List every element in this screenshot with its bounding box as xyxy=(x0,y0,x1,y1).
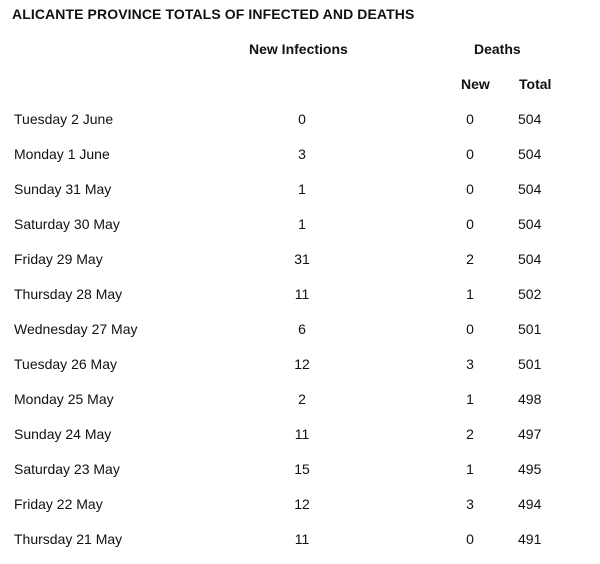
row-total-deaths: 504 xyxy=(518,216,542,232)
table-row xyxy=(0,423,600,458)
row-new-infections: 31 xyxy=(294,251,310,267)
row-new-deaths: 0 xyxy=(466,216,474,232)
row-new-infections: 11 xyxy=(294,286,310,302)
row-day: Tuesday 2 June xyxy=(14,111,114,127)
table-row xyxy=(0,458,600,493)
header-total-deaths: Total xyxy=(519,76,552,92)
row-new-infections: 11 xyxy=(294,531,310,547)
row-day: Tuesday 26 May xyxy=(14,356,117,372)
row-new-deaths: 3 xyxy=(466,496,474,512)
row-day: Saturday 30 May xyxy=(14,216,120,232)
row-new-infections: 1 xyxy=(298,181,306,197)
row-new-infections: 12 xyxy=(294,496,310,512)
table-row xyxy=(0,388,600,423)
row-new-deaths: 0 xyxy=(466,111,474,127)
row-new-infections: 12 xyxy=(294,356,310,372)
row-new-deaths: 1 xyxy=(466,461,474,477)
row-day: Sunday 24 May xyxy=(14,426,112,442)
table-row xyxy=(0,353,600,388)
row-total-deaths: 502 xyxy=(518,286,542,302)
row-total-deaths: 491 xyxy=(518,531,542,547)
row-new-deaths: 3 xyxy=(466,356,474,372)
table-row xyxy=(0,318,600,353)
table-row xyxy=(0,283,600,318)
row-new-infections: 2 xyxy=(298,391,306,407)
table-row xyxy=(0,248,600,283)
table-row xyxy=(0,493,600,528)
row-day: Monday 1 June xyxy=(14,146,110,162)
row-new-infections: 15 xyxy=(294,461,310,477)
row-total-deaths: 495 xyxy=(518,461,542,477)
row-total-deaths: 504 xyxy=(518,146,542,162)
row-new-deaths: 0 xyxy=(466,146,474,162)
row-total-deaths: 498 xyxy=(518,391,542,407)
page-title: ALICANTE PROVINCE TOTALS OF INFECTED AND DEATHS xyxy=(12,6,415,22)
row-new-infections: 3 xyxy=(298,146,306,162)
row-new-infections: 6 xyxy=(298,321,306,337)
table-row xyxy=(0,528,600,563)
row-day: Thursday 28 May xyxy=(14,286,123,302)
row-day: Saturday 23 May xyxy=(14,461,120,477)
row-total-deaths: 504 xyxy=(518,251,542,267)
row-total-deaths: 497 xyxy=(518,426,542,442)
row-day: Monday 25 May xyxy=(14,391,114,407)
row-new-infections: 11 xyxy=(294,426,310,442)
row-total-deaths: 504 xyxy=(518,111,542,127)
row-day: Friday 29 May xyxy=(14,251,103,267)
row-total-deaths: 494 xyxy=(518,496,542,512)
row-new-deaths: 0 xyxy=(466,181,474,197)
data-table xyxy=(0,108,600,563)
table-row xyxy=(0,108,600,143)
row-day: Friday 22 May xyxy=(14,496,103,512)
row-new-deaths: 2 xyxy=(466,251,474,267)
row-total-deaths: 501 xyxy=(518,356,542,372)
table-row xyxy=(0,213,600,248)
row-total-deaths: 504 xyxy=(518,181,542,197)
row-total-deaths: 501 xyxy=(518,321,542,337)
row-day: Wednesday 27 May xyxy=(14,321,138,337)
header-deaths: Deaths xyxy=(474,41,521,57)
header-new-deaths: New xyxy=(461,76,490,92)
row-day: Sunday 31 May xyxy=(14,181,112,197)
row-new-deaths: 1 xyxy=(466,286,474,302)
row-new-deaths: 1 xyxy=(466,391,474,407)
row-new-infections: 0 xyxy=(298,111,306,127)
row-new-deaths: 0 xyxy=(466,531,474,547)
row-new-deaths: 0 xyxy=(466,321,474,337)
header-new-infections: New Infections xyxy=(249,41,348,57)
row-new-infections: 1 xyxy=(298,216,306,232)
row-day: Thursday 21 May xyxy=(14,531,123,547)
row-new-deaths: 2 xyxy=(466,426,474,442)
table-row xyxy=(0,178,600,213)
table-row xyxy=(0,143,600,178)
